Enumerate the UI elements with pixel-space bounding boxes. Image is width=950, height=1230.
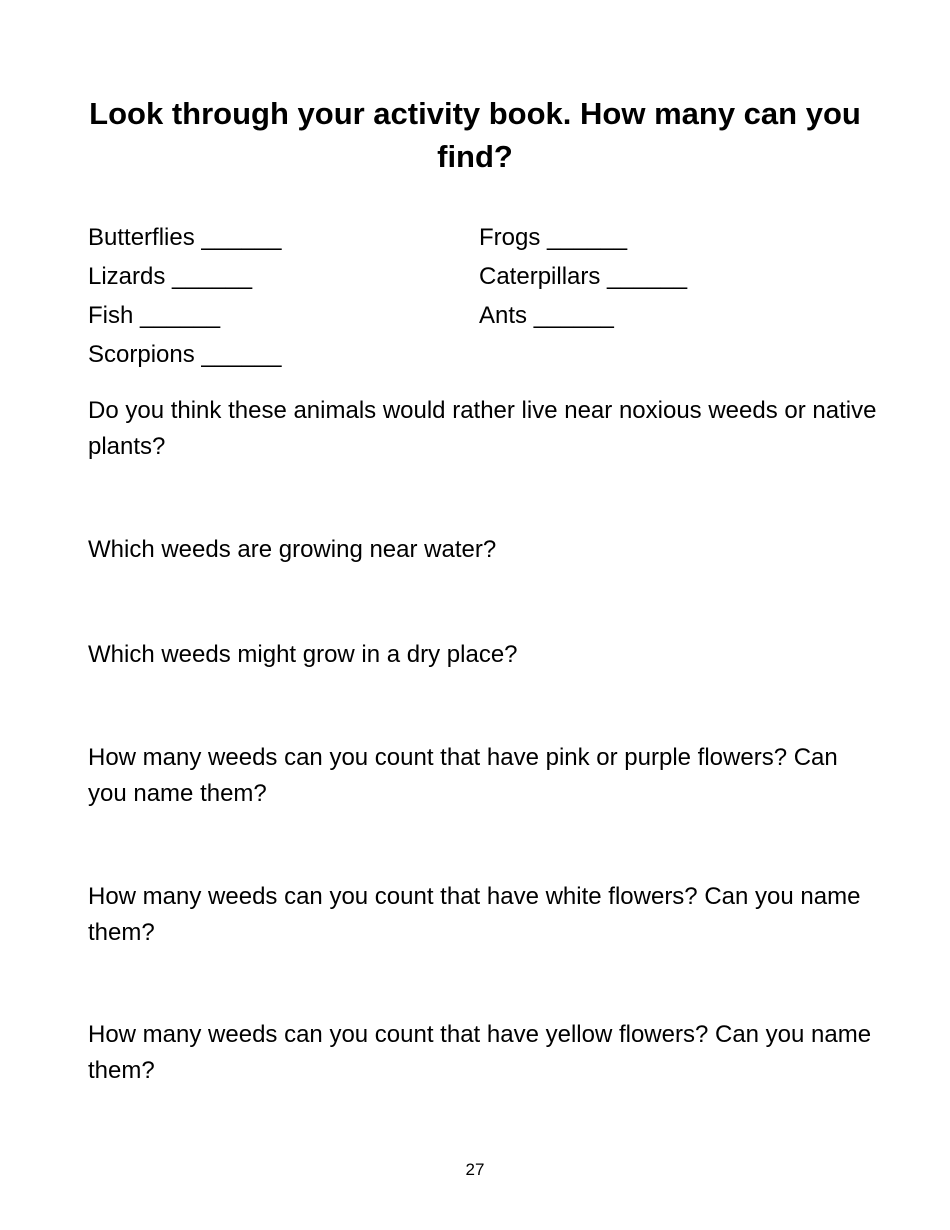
answer-blank: ______	[172, 263, 253, 290]
answer-blank: ______	[607, 263, 688, 290]
count-item-fish	[88, 302, 220, 330]
answer-blank: ______	[201, 341, 282, 368]
count-item-butterflies	[88, 224, 281, 252]
question-5: How many weeds can you count that have white flowers? Can you name them?	[88, 883, 861, 946]
answer-blank: ______	[533, 302, 614, 329]
question-1: Do you think these animals would rather live near noxious weeds or native plants?	[88, 397, 877, 460]
count-item-scorpions	[88, 341, 282, 369]
count-item-frogs	[479, 224, 627, 252]
question-3: Which weeds might grow in a dry place?	[88, 641, 518, 668]
page-title: Look through your activity book. How many can you find?	[89, 96, 861, 174]
item-label: Scorpions	[88, 341, 195, 368]
item-label: Butterflies	[88, 224, 195, 251]
item-label: Fish	[88, 302, 134, 329]
question-2: Which weeds are growing near water?	[88, 536, 497, 563]
question-6: How many weeds can you count that have yellow flowers? Can you name them?	[88, 1021, 872, 1084]
answer-blank: ______	[140, 302, 221, 329]
count-item-caterpillars	[479, 263, 687, 291]
item-label: Frogs	[479, 224, 541, 251]
item-label: Ants	[479, 302, 528, 329]
answer-blank: ______	[547, 224, 628, 251]
question-4: How many weeds can you count that have pink or purple flowers? Can you name them?	[88, 744, 838, 807]
count-item-lizards	[88, 263, 252, 291]
page-number: 27	[465, 1160, 485, 1179]
item-label: Caterpillars	[479, 263, 601, 290]
item-label: Lizards	[88, 263, 166, 290]
count-item-ants	[479, 302, 614, 330]
answer-blank: ______	[201, 224, 282, 251]
